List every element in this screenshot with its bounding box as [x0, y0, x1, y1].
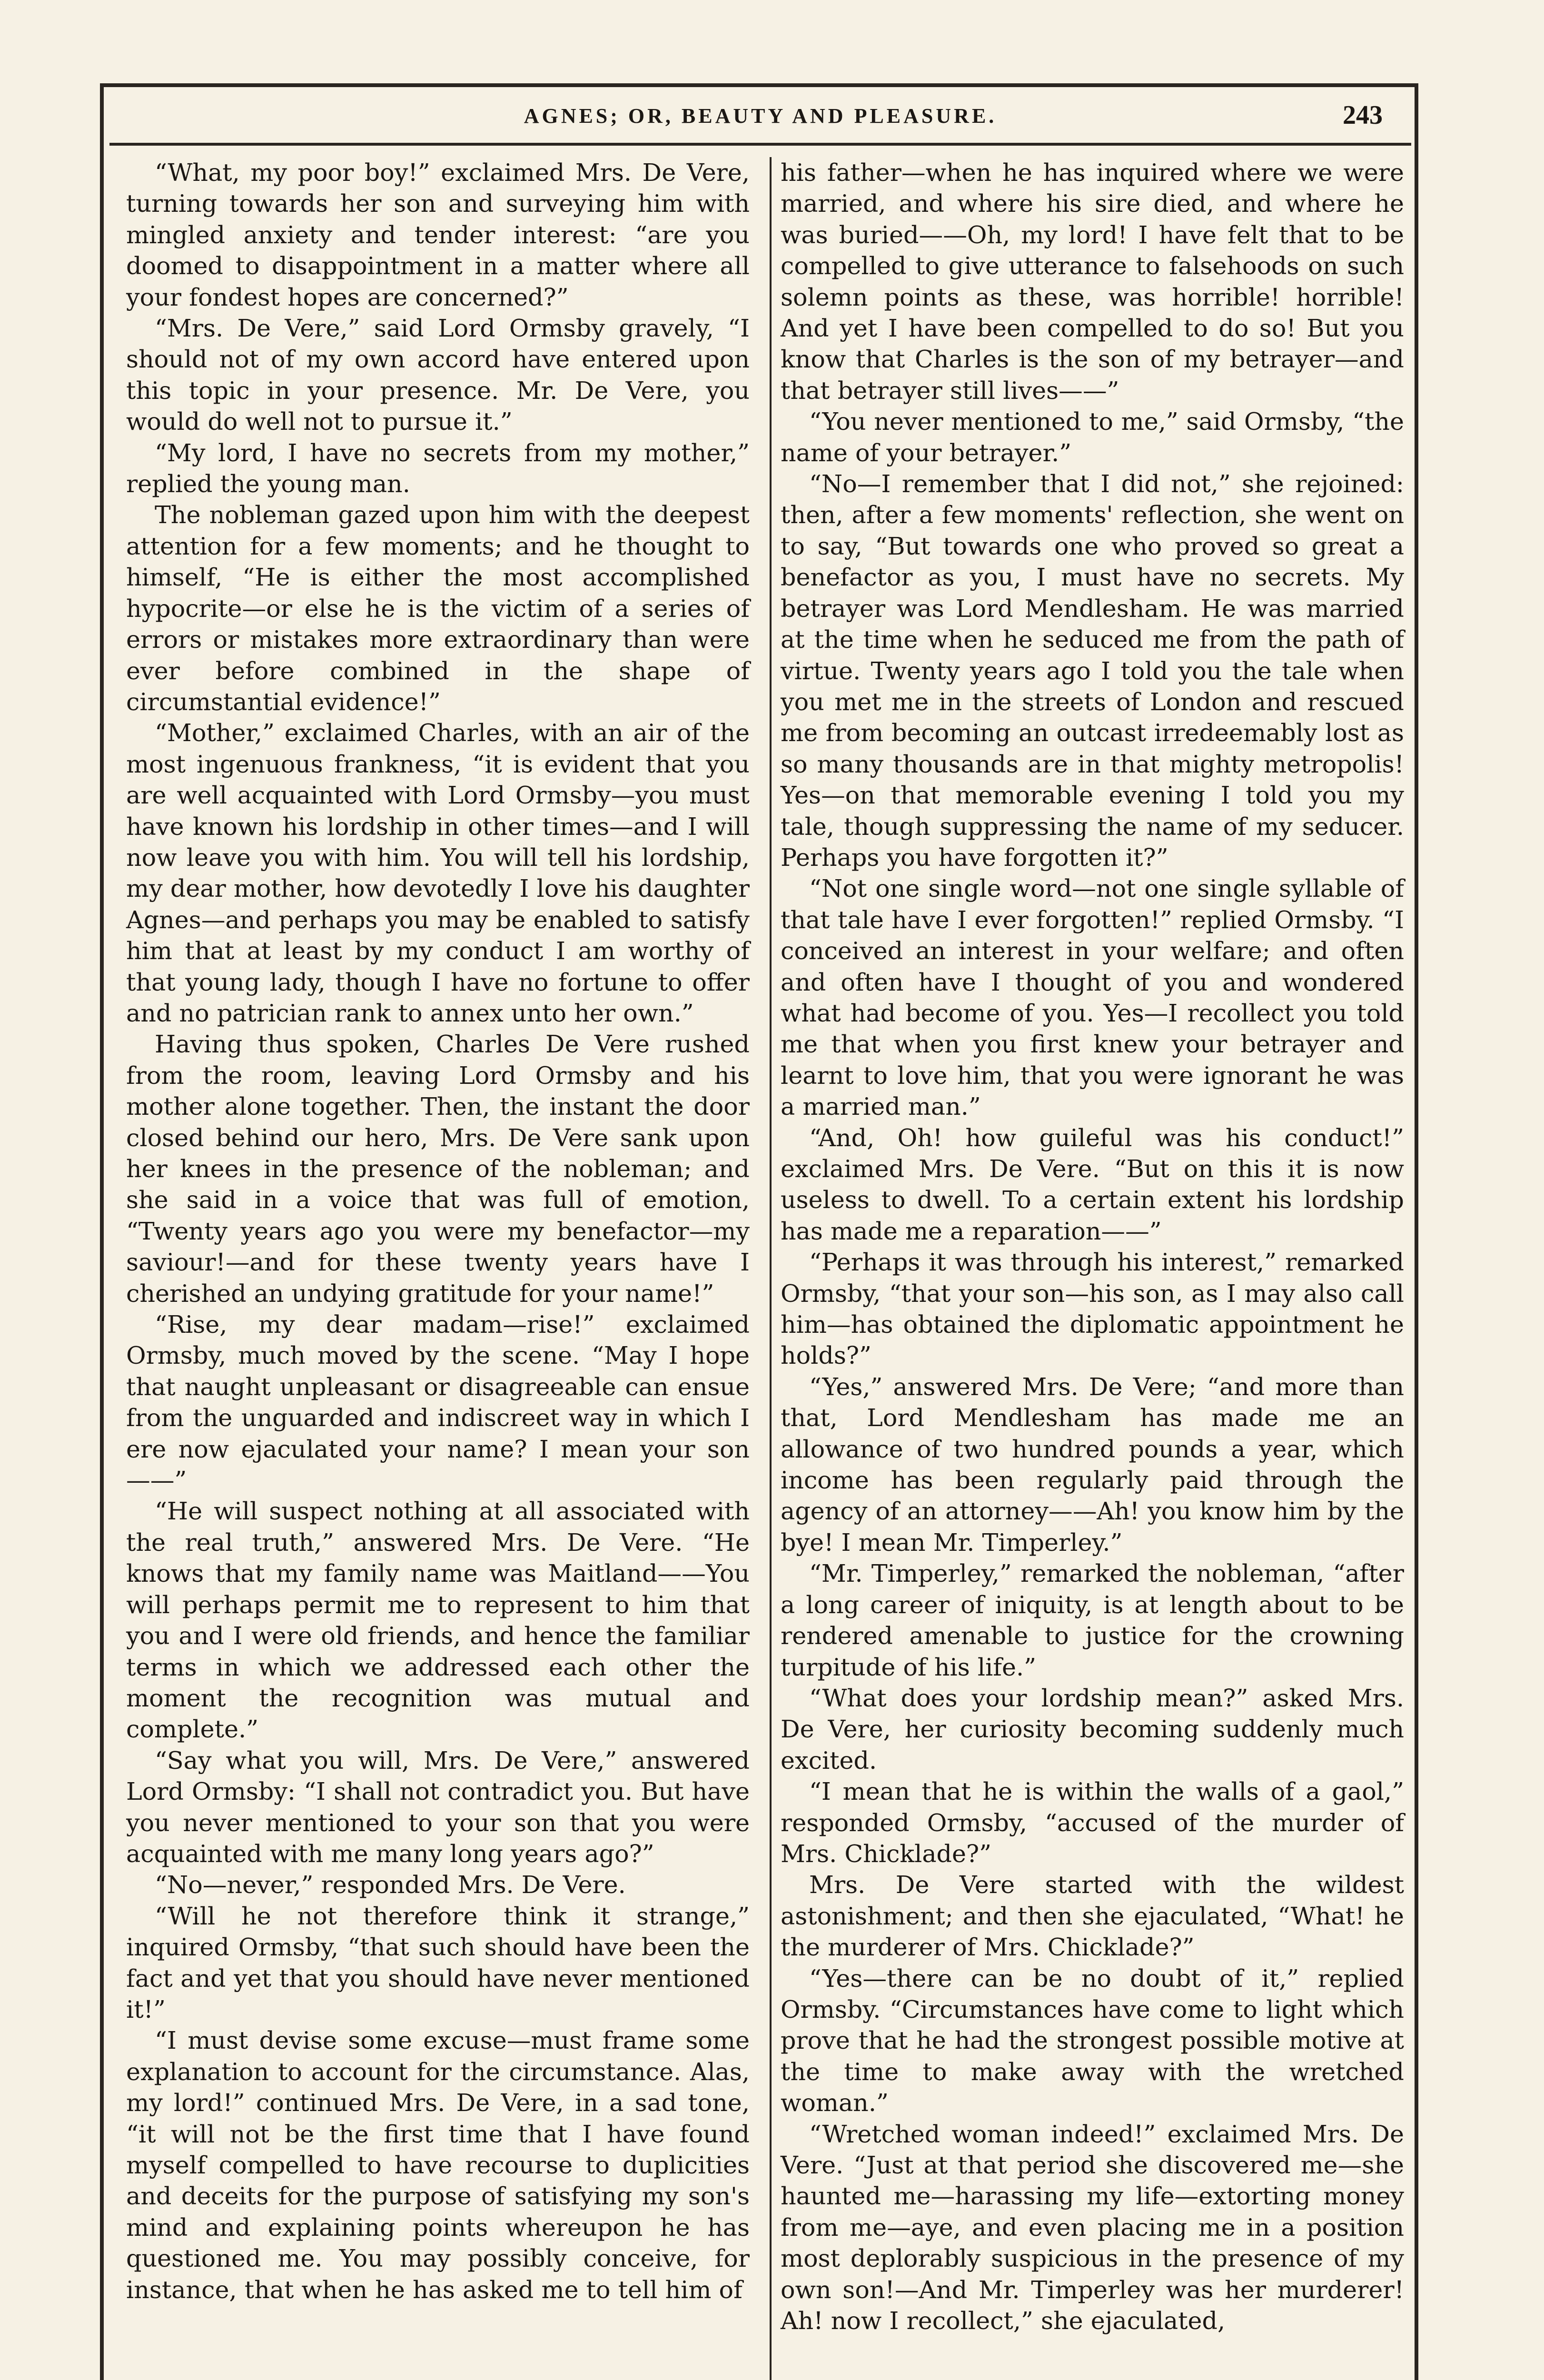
page-number: 243 — [1343, 100, 1383, 130]
paragraph: “My lord, I have no secrets from my mother,” replied the young man. — [126, 438, 750, 498]
paragraph: Having thus spoken, Charles De Vere rushed from the room, leaving Lord Ormsby and his mother alone together. Then, the instant the door closed behind our hero, Mrs. De Vere sank upon her knees in the presence of the nobleman; and she said in a voice that was full of emotion, “Twenty years ago you were my benefactor—my saviour!—and for these twenty years have I cherished an undying gratitude for your name!” — [126, 1030, 750, 1308]
paragraph: Mrs. De Vere started with the wildest astonishment; and then she ejaculated, “What! he the murderer of Mrs. Chicklade?” — [781, 1871, 1404, 1962]
column-divider — [770, 157, 772, 2380]
paragraph: The nobleman gazed upon him with the deepest attention for a few moments; and he thought to himself, “He is either the most accomplished hypocrite—or else he is the victim of a series of errors or mistakes more extraordinary than were ever before combined in the shape of circumstantial evidence!” — [126, 501, 750, 716]
right-column — [781, 157, 1404, 2380]
paragraph: “Mother,” exclaimed Charles, with an air of the most ingenuous frankness, “it is evident that you are well acquainted with Lord Ormsby—you must have known his lordship in other times—and I will now leave you with him. You will tell his lordship, my dear mother, how devotedly I love his daughter Agnes—and perhaps you may be enabled to satisfy him that at least by my conduct I am worthy of that young lady, though I have no fortune to offer and no patrician rank to annex unto her own.” — [126, 719, 750, 1027]
paragraph: “Mr. Timperley,” remarked the nobleman, “after a long career of iniquity, is at length about to be rendered amenable to justice for the crowning turpitude of his life.” — [781, 1559, 1404, 1681]
paragraph: “Will he not therefore think it strange,” inquired Ormsby, “that such should have been the fact and yet that you should have never mentioned it!” — [126, 1902, 750, 2023]
page-header — [109, 100, 1411, 138]
left-column — [126, 157, 750, 2380]
paragraph: “And, Oh! how guileful was his conduct!” exclaimed Mrs. De Vere. “But on this it is now useless to dwell. To a certain extent his lordship has made me a reparation——” — [781, 1123, 1404, 1245]
paragraph: “What, my poor boy!” exclaimed Mrs. De Vere, turning towards her son and surveying him with mingled anxiety and tender interest: “are you doomed to disappointment in a matter where all your fondest hopes are concerned?” — [126, 159, 750, 311]
running-title: AGNES; OR, BEAUTY AND PLEASURE. — [524, 104, 997, 128]
paragraph: “Rise, my dear madam—rise!” exclaimed Ormsby, much moved by the scene. “May I hope that naught unpleasant or disagreeable can ensue from the unguarded and indiscreet way in which I ere now ejaculated your name? I mean your son——” — [126, 1310, 750, 1495]
paragraph: “Perhaps it was through his interest,” remarked Ormsby, “that your son—his son, as I may also call him—has obtained the diplomatic appointment he holds?” — [781, 1248, 1404, 1370]
paragraph: “No—never,” responded Mrs. De Vere. — [155, 1871, 626, 1899]
paragraph: “No—I remember that I did not,” she rejoined: then, after a few moments' reflection, she went on to say, “But towards one who proved so great a benefactor as you, I must have no secrets. My betrayer was Lord Mendlesham. He was married at the time when he seduced me from the path of virtue. Twenty years ago I told you the tale when you met me in the streets of London and rescued me from becoming an outcast irredeemably lost as so many thousands are in that mighty metropolis! Yes—on that memorable evening I told you my tale, though suppressing the name of my seducer. Perhaps you have forgotten it?” — [781, 470, 1404, 872]
paragraph: “Not one single word—not one single syllable of that tale have I ever forgotten!” replied Ormsby. “I conceived an interest in your welfare; and often and often have I thought of you and wondered what had become of you. Yes—I recollect you told me that when you first knew your betrayer and learnt to love him, that you were ignorant he was a married man.” — [781, 874, 1404, 1121]
paragraph: “Say what you will, Mrs. De Vere,” answered Lord Ormsby: “I shall not contradict you. But have you never mentioned to your son that you were acquainted with me many long years ago?” — [126, 1746, 750, 1868]
header-rule — [109, 143, 1411, 146]
paragraph: “Mrs. De Vere,” said Lord Ormsby gravely, “I should not of my own accord have entered upon this topic in your presence. Mr. De Vere, you would do well not to pursue it.” — [126, 314, 750, 436]
paragraph: “Yes,” answered Mrs. De Vere; “and more than that, Lord Mendlesham has made me an allowance of two hundred pounds a year, which income has been regularly paid through the agency of an attorney——Ah! you know him by the bye! I mean Mr. Timperley.” — [781, 1372, 1404, 1557]
paragraph: “What does your lordship mean?” asked Mrs. De Vere, her curiosity becoming suddenly much excited. — [781, 1684, 1404, 1775]
paragraph: “Yes—there can be no doubt of it,” replied Ormsby. “Circumstances have come to light which prove that he had the strongest possible motive at the time to make away with the wretched woman.” — [781, 1964, 1404, 2117]
paragraph: his father—when he has inquired where we were married, and where his sire died, and where he was buried——Oh, my lord! I have felt that to be compelled to give utterance to falsehoods on such solemn points as these, was horrible! horrible! And yet I have been compelled to do so! But you know that Charles is the son of my betrayer—and that betrayer still lives——” — [781, 159, 1404, 405]
paragraph: “He will suspect nothing at all associated with the real truth,” answered Mrs. De Vere. “He knows that my family name was Maitland——You will perhaps permit me to represent to him that you and I were old friends, and hence the familiar terms in which we addressed each other the moment the recognition was mutual and complete.” — [126, 1497, 750, 1744]
paragraph: “I mean that he is within the walls of a gaol,” responded Ormsby, “accused of the murder of Mrs. Chicklade?” — [781, 1777, 1404, 1868]
paragraph: “Wretched woman indeed!” exclaimed Mrs. De Vere. “Just at that period she discovered me—she haunted me—harassing my life—extorting money from me—aye, and even placing me in a position most deplorably suspicious in the presence of my own son!—And Mr. Timperley was her murderer! Ah! now I recollect,” she ejaculated, — [781, 2120, 1404, 2335]
paragraph: “You never mentioned to me,” said Ormsby, “the name of your betrayer.” — [781, 407, 1404, 467]
paragraph: “I must devise some excuse—must frame some explanation to account for the circumstance. Alas, my lord!” continued Mrs. De Vere, in a sad tone, “it will not be the first time that I have found myself compelled to have recourse to duplicities and deceits for the purpose of satisfying my son's mind and explaining points whereupon he has questioned me. You may possibly conceive, for instance, that when he has asked me to tell him of — [126, 2026, 750, 2304]
